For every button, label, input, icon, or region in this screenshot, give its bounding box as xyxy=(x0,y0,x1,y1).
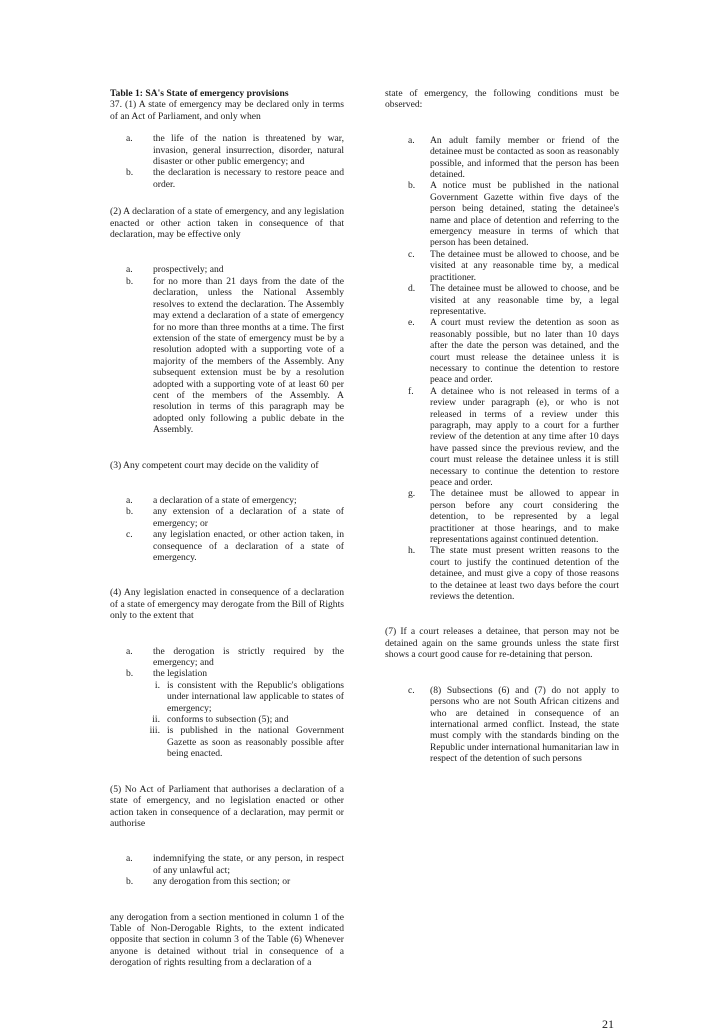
subsection-1-intro: 37. (1) A state of emergency may be declared only in terms of an Act of Parliament, and only when xyxy=(110,99,344,122)
subsection-2-list xyxy=(110,264,344,435)
list-item: g. The detainee must be allowed to appear in person before any court considering the detention, to be represented by a legal practitioner at those hearings, and to make representations against continued detention. xyxy=(408,488,619,546)
right-column xyxy=(385,88,619,765)
subsection-3-intro: (3) Any competent court may decide on the validity of xyxy=(110,459,319,471)
list-item: a. indemnifying the state, or any person, in respect of any unlawful act; xyxy=(126,853,344,876)
subsection-5-list xyxy=(110,853,344,887)
page-number: 21 xyxy=(602,1017,614,1031)
subsection-6-continuation: state of emergency, the following conditions must be observed: xyxy=(385,88,619,111)
list-item: f. A detainee who is not released in terms of a review under paragraph (e), or who is not released in terms of a review under this paragraph, may apply to a court for a further review of the detention at any time after 10 days have passed since the previous review, and the court must release the detainee unless it is still necessary to continue the detention to restore peace and order. xyxy=(408,385,619,488)
subsection-5-intro: (5) No Act of Parliament that authorises a declaration of a state of emergency, and no legislation enacted or other action taken in consequence of a declaration, may permit or authorise xyxy=(110,783,344,829)
list-item: a. a declaration of a state of emergency; xyxy=(126,494,297,506)
list-item: b. any extension of a declaration of a state of emergency; or xyxy=(126,506,344,529)
subsection-6-text: any derogation from a section mentioned in column 1 of the Table of Non-Derogable Rights, to the extent indicated opposite that section in column 3 of the Table (6) Whenever anyone is detained without trial in consequence of a derogation of rights resulting from a declaration of a xyxy=(110,911,344,969)
list-item: a. prospectively; and xyxy=(126,264,224,276)
list-item: c. (8) Subsections (6) and (7) do not apply to persons who are not South African citizens and who are detained in consequence of an international armed conflict. Instead, the state must comply with the standards binding on the Republic under international humanitarian law in respect of the detention of such persons xyxy=(408,684,619,765)
list-item: a. the derogation is strictly required by the emergency; and xyxy=(126,645,344,669)
list-item: iii. is published in the national Government Gazette as soon as reasonably possible after being enacted. xyxy=(149,725,344,760)
list-item: b. any derogation from this section; or xyxy=(126,876,291,888)
list-item: h. The state must present written reasons to the court to justify the continued detention of the detainee, and must give a copy of those reasons to the detainee at least two days before the court reviews the detention. xyxy=(408,545,619,603)
list-item: b. for no more than 21 days from the date of the declaration, unless the National Assembly resolves to extend the declaration. The Assembly may extend a declaration of a state of emergency for no more than three months at a time. The first extension of the state of emergency must be by a resolution adopted with a supporting vote of a majority of the members of the Assembly. Any subsequent extension must be by a resolution adopted with a supporting vote of at least 60 per cent of the members of the Assembly. A resolution in terms of this paragraph may be adopted only following a public debate in the Assembly. xyxy=(126,275,344,436)
list-item: ii. conforms to subsection (5); and xyxy=(152,714,289,726)
subsection-1-list xyxy=(110,133,344,190)
list-item: c. any legislation enacted, or other action taken, in consequence of a declaration of a state of emergency. xyxy=(126,529,344,563)
list-item: a. the life of the nation is threatened by war, invasion, general insurrection, disorder, natural disaster or other public emergency; and xyxy=(126,133,344,168)
list-item: e. A court must review the detention as soon as reasonably possible, but no later than 10 days after the date the person was detained, and the court must release the detainee unless it is necessary to continue the detention to restore peace and order. xyxy=(408,317,619,386)
list-item: b. A notice must be published in the national Government Gazette within five days of the person being detained, stating the detainee's name and place of detention and referring to the emergency measure in terms of which that person has been detained. xyxy=(408,180,619,249)
subsection-4-intro: (4) Any legislation enacted in consequence of a declaration of a state of emergency may derogate from the Bill of Rights only to the extent that xyxy=(110,587,344,622)
subsection-4b-sublist xyxy=(110,680,344,760)
subsection-2-intro: (2) A declaration of a state of emergency, and any legislation enacted or other action taken in consequence of that declaration, may be effective only xyxy=(110,206,344,241)
subsection-3-list xyxy=(110,495,344,563)
subsection-8-list xyxy=(385,685,619,765)
list-item: b. the legislation i. is consistent with the Republic's obligations under international law applicable to states of emergency; ii. conforms to subsection (5); and iii. is published in the national Government Gazette as soon as reasonably possible after being enacted. xyxy=(110,668,344,759)
subsection-6-list xyxy=(385,135,619,603)
list-item: c. The detainee must be allowed to choose, and be visited at any reasonable time by, a medical practitioner. xyxy=(408,248,619,283)
list-item: d. The detainee must be allowed to choose, and be visited at any reasonable time by, a legal representative. xyxy=(408,283,619,317)
list-item: a. An adult family member or friend of the detainee must be contacted as soon as reasonably possible, and informed that the person has been detained. xyxy=(408,134,619,181)
subsection-4-list xyxy=(110,646,344,760)
table-title: Table 1: SA's State of emergency provisions xyxy=(110,88,289,99)
list-item: i. is consistent with the Republic's obligations under international law applicable to states of emergency; xyxy=(154,679,344,714)
list-item: b. the declaration is necessary to restore peace and order. xyxy=(126,167,344,190)
subsection-7-text: (7) If a court releases a detainee, that person may not be detained again on the same grounds unless the state first shows a court good cause for re-detaining that person. xyxy=(385,626,619,661)
left-column xyxy=(110,88,344,969)
